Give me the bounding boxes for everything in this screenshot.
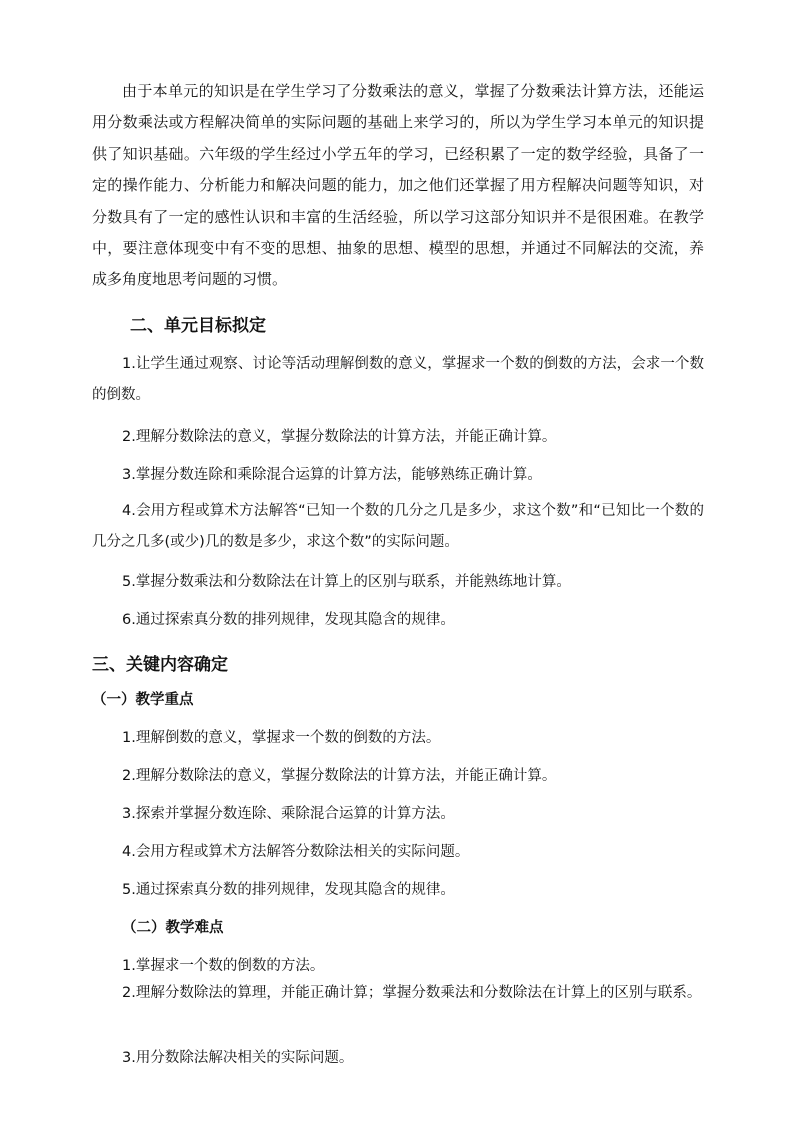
goal-item-2: 2.理解分数除法的意义，掌握分数除法的计算方法，并能正确计算。 [122, 429, 557, 445]
goal-item-6: 6.通过探索真分数的排列规律，发现其隐含的规律。 [122, 612, 455, 628]
goal-item-1: 1.让学生通过观察、讨论等活动理解倒数的意义，掌握求一个数的倒数的方法，会求一个数的倒数。 [92, 356, 704, 403]
subsection-heading-difficulties: （二）教学难点 [122, 920, 224, 936]
focus-item-3: 3.探索并掌握分数连除、乘除混合运算的计算方法。 [122, 806, 455, 822]
difficulty-item-2: 2.理解分数除法的算理，并能正确计算；掌握分数乘法和分数除法在计算上的区别与联系。 [122, 985, 702, 1001]
focus-item-2: 2.理解分数除法的意义，掌握分数除法的计算方法，并能正确计算。 [122, 768, 557, 784]
goal-item-5: 5.掌握分数乘法和分数除法在计算上的区别与联系，并能熟练地计算。 [122, 574, 571, 590]
section-heading-goals: 二、单元目标拟定 [130, 316, 266, 336]
goal-item-3: 3.掌握分数连除和乘除混合运算的计算方法，能够熟练正确计算。 [122, 467, 542, 483]
goal-item-4: 4.会用方程或算术方法解答“已知一个数的几分之几是多少，求这个数”和“已知比一个数的几分之几多(或少)几的数是多少，求这个数”的实际问题。 [92, 503, 704, 550]
section-heading-key-content: 三、关键内容确定 [92, 655, 228, 675]
subsection-heading-focus: （一）教学重点 [92, 692, 194, 708]
focus-item-5: 5.通过探索真分数的排列规律，发现其隐含的规律。 [122, 882, 455, 898]
difficulty-item-3: 3.用分数除法解决相关的实际问题。 [122, 1050, 354, 1066]
intro-paragraph: 由于本单元的知识是在学生学习了分数乘法的意义，掌握了分数乘法计算方法，还能运用分数乘法或方程解决简单的实际问题的基础上来学习的，所以为学生学习本单元的知识提供了知识基础。六年级的学生经过小学五年的学习，已经积累了一定的数学经验，具备了一定的操作能力、分析能力和解决问题的能力，加之他们还掌握了用方程解决问题等知识，对分数具有了一定的感性认识和丰富的生活经验，所以学习这部分知识并不是很困难。在教学中，要注意体现变中有不变的思想、抽象的思想、模型的思想，并通过不同解法的交流，养成多角度地思考问题的习惯。 [92, 82, 704, 289]
focus-item-1: 1.理解倒数的意义，掌握求一个数的倒数的方法。 [122, 730, 441, 746]
difficulty-item-1: 1.掌握求一个数的倒数的方法。 [122, 958, 325, 974]
focus-item-4: 4.会用方程或算术方法解答分数除法相关的实际问题。 [122, 844, 470, 860]
